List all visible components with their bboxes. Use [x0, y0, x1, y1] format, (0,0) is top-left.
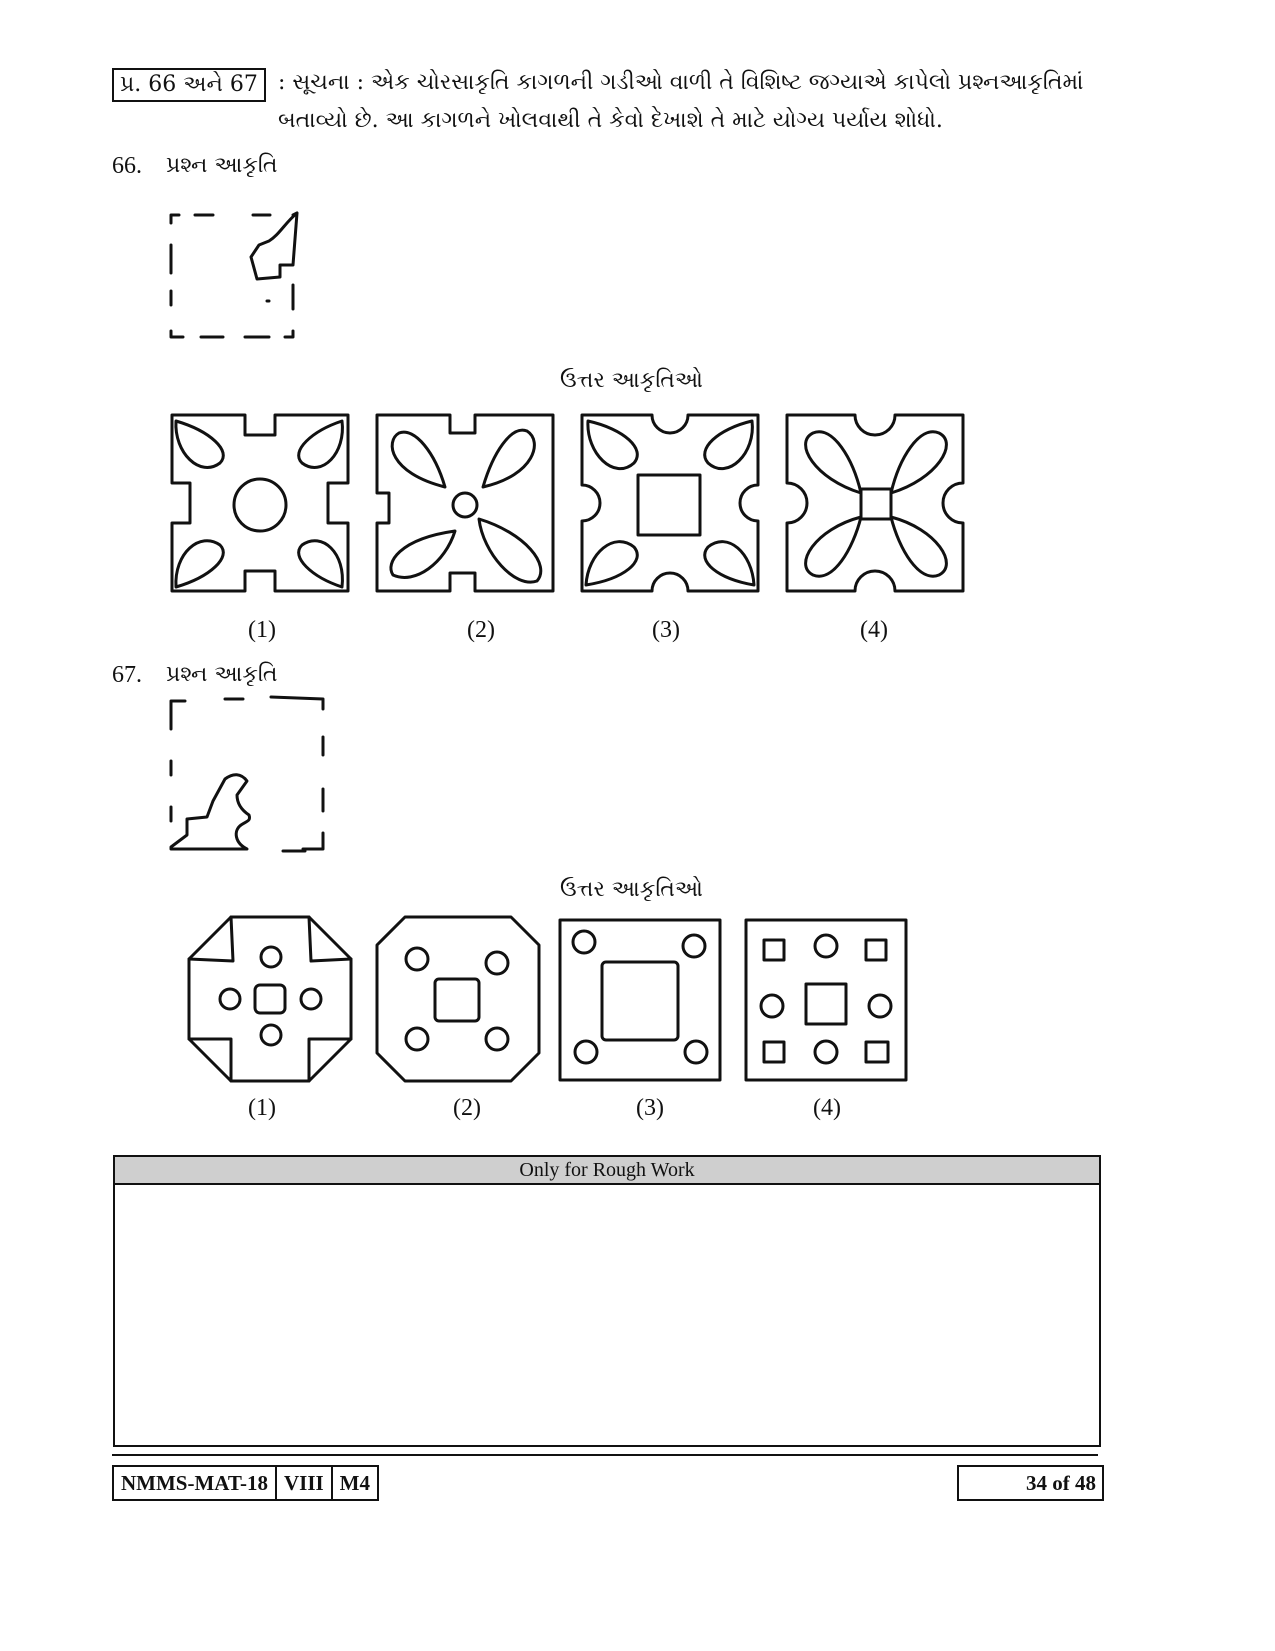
q66-option-3-figure [580, 413, 762, 595]
question-66-answer-title: ઉત્તર આકૃતિઓ [560, 368, 703, 393]
footer-divider [112, 1454, 1098, 1456]
q66-option-4-figure [785, 413, 967, 595]
q66-option-2-label: (2) [467, 617, 495, 643]
question-67-figure [165, 693, 330, 858]
q67-option-3-label: (3) [636, 1095, 664, 1121]
q66-option-4-label: (4) [860, 617, 888, 643]
footer-set: M4 [339, 1471, 370, 1495]
question-67-number: 67. [112, 662, 142, 688]
rough-work-box [113, 1155, 1101, 1447]
q67-option-4-figure [744, 918, 910, 1084]
q67-option-3-figure [558, 918, 726, 1086]
q67-option-1-figure [185, 915, 355, 1085]
footer-exam-code: NMMS-MAT-18 [114, 1467, 277, 1499]
q66-option-2-figure [375, 413, 557, 595]
question-67-answer-title: ઉત્તર આકૃતિઓ [560, 877, 703, 902]
question-66-number: 66. [112, 153, 142, 179]
question-66-figure [165, 205, 305, 345]
q67-option-4-label: (4) [813, 1095, 841, 1121]
question-range-label: પ્ર. 66 અને 67 [112, 68, 266, 102]
question-66-label: પ્રશ્ન આકૃતિ [166, 153, 278, 178]
instruction-line-1: : સૂચના : એક ચોરસાકૃતિ કાગળની ગડીઓ વાળી તે વિશિષ્ટ જગ્યાએ કાપેલો પ્રશ્નઆકૃતિમાં [278, 70, 1084, 95]
q67-option-1-label: (1) [248, 1095, 276, 1121]
footer-class: VIII [277, 1467, 333, 1499]
instruction-line-2: બતાવ્યો છે. આ કાગળને ખોલવાથી તે કેવો દેખાશે તે માટે યોગ્ય પર્યાય શોધો. [278, 108, 943, 133]
q66-option-1-figure [170, 413, 352, 595]
question-67-label: પ્રશ્ન આકૃતિ [166, 662, 278, 687]
q66-option-1-label: (1) [248, 617, 276, 643]
rough-work-heading: Only for Rough Work [115, 1157, 1099, 1185]
q67-option-2-figure [375, 915, 545, 1085]
q67-option-2-label: (2) [453, 1095, 481, 1121]
footer-page-number: 34 of 48 [957, 1465, 1104, 1501]
q66-option-3-label: (3) [652, 617, 680, 643]
footer-code-box [112, 1465, 379, 1501]
